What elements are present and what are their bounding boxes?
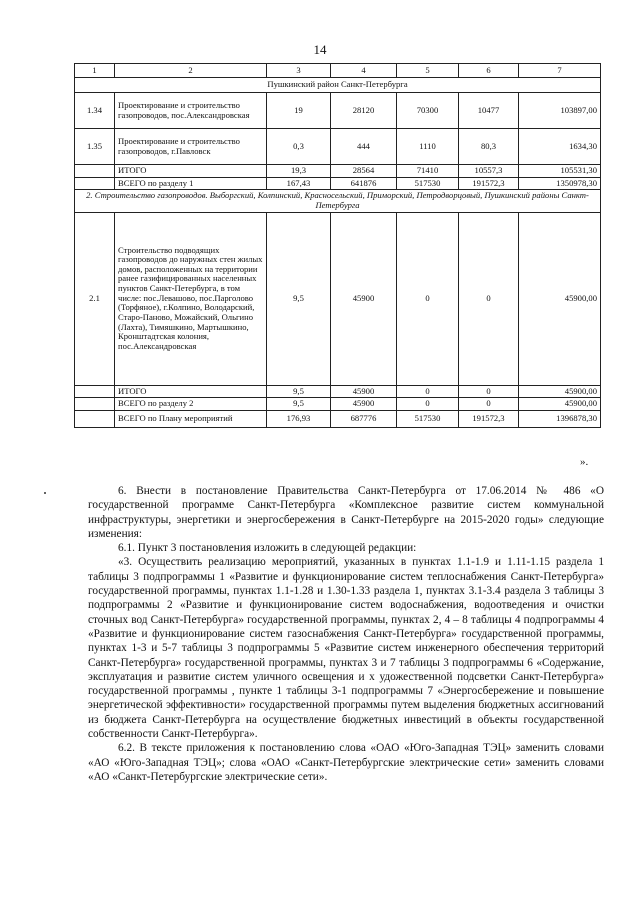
cell-value: 167,43 [267, 177, 331, 190]
cell-value: 687776 [331, 410, 397, 427]
col-number: 2 [115, 64, 267, 78]
section-pushkin-title: Пушкинский район Санкт-Петербурга [75, 78, 601, 93]
body-text [88, 484, 604, 784]
row-name: Проектирование и строительство газопроводов, г.Павловск [115, 129, 267, 165]
cell-value: 1396878,30 [519, 410, 601, 427]
vsego-label: ВСЕГО по разделу 2 [115, 398, 267, 411]
row-name: Проектирование и строительство газопроводов, пос.Александровская [115, 93, 267, 129]
cell-value: 10557,3 [459, 165, 519, 178]
cell-value: 176,93 [267, 410, 331, 427]
cell-value: 45900 [331, 212, 397, 385]
table-row [75, 93, 601, 129]
col-number: 6 [459, 64, 519, 78]
cell-value: 19 [267, 93, 331, 129]
measures-table [74, 63, 601, 428]
cell-value: 19,3 [267, 165, 331, 178]
cell-value: 191572,3 [459, 177, 519, 190]
col-number: 3 [267, 64, 331, 78]
paragraph-6-2: 6.2. В тексте приложения к постановлению слова «ОАО «Юго-Западная ТЭЦ» заменить словами «АО «Юго-Западная ТЭЦ»; слова «ОАО «Санкт-Петербургские электрические сети» заменить словами «АО «Санкт-Петербургские электрические сети». [88, 742, 604, 783]
cell-value: 641876 [331, 177, 397, 190]
row-name: Строительство подводящих газопроводов до наружных стен жилых домов, расположенных на территории ранее газифицированных населенных пунктов Санкт-Петербурга, в том числе: пос.Левашово, пос.Парголово (Торфяное), г.Колпино, Володарский, Старо-Паново, Можайский, Ольгино (Лахта), Тимяшкино, Мартышкино, Кронштадтская колония, пос.Александровская [115, 212, 267, 385]
cell-value: 45900,00 [519, 398, 601, 411]
row-number: 1.35 [75, 129, 115, 165]
vsego-plan-label: ВСЕГО по Плану мероприятий [115, 410, 267, 427]
cell-value: 80,3 [459, 129, 519, 165]
vsego-section1-row [75, 177, 601, 190]
cell-value: 9,5 [267, 398, 331, 411]
cell-value: 517530 [397, 177, 459, 190]
itogo-label: ИТОГО [115, 165, 267, 178]
cell-value: 0 [459, 212, 519, 385]
col-number: 5 [397, 64, 459, 78]
col-number: 4 [331, 64, 397, 78]
col-number: 7 [519, 64, 601, 78]
section-2-title: 2. Строительство газопроводов. Выборгский, Колпинский, Красносельский, Приморский, Петродворцовый, Пушкинский районы Санкт-Петербурга [75, 190, 601, 212]
closing-quote-mark: ». [580, 456, 589, 468]
cell-value: 444 [331, 129, 397, 165]
cell-value: 45900 [331, 398, 397, 411]
vsego-label: ВСЕГО по разделу 1 [115, 177, 267, 190]
row-number: 2.1 [75, 212, 115, 385]
cell-value: 1634,30 [519, 129, 601, 165]
paragraph-6-1: 6.1. Пункт 3 постановления изложить в следующей редакции: [118, 542, 417, 555]
section-header-row [75, 78, 601, 93]
itogo-row [75, 385, 601, 398]
cell-value: 103897,00 [519, 93, 601, 129]
cell-value: 28120 [331, 93, 397, 129]
vsego-section2-row [75, 398, 601, 411]
section-header-row [75, 190, 601, 212]
col-number: 1 [75, 64, 115, 78]
cell-value: 517530 [397, 410, 459, 427]
itogo-row [75, 165, 601, 178]
cell-value: 28564 [331, 165, 397, 178]
cell-value: 0 [397, 398, 459, 411]
cell-value: 9,5 [267, 385, 331, 398]
itogo-label: ИТОГО [115, 385, 267, 398]
cell-value: 1350978,30 [519, 177, 601, 190]
cell-value: 45900,00 [519, 212, 601, 385]
cell-value: 45900,00 [519, 385, 601, 398]
cell-value: 191572,3 [459, 410, 519, 427]
cell-value: 70300 [397, 93, 459, 129]
column-number-row [75, 64, 601, 78]
table-row [75, 129, 601, 165]
paragraph-6: 6. Внести в постановление Правительства Санкт-Петербурга от 17.06.2014 № 486 «О государственной программе Санкт-Петербурга «Комплексное развитие систем коммунальной инфраструктуры, энергетики и энергосбережения в Санкт-Петербурге на 2015-2020 годы» следующие изменения: [88, 485, 604, 540]
vsego-plan-row [75, 410, 601, 427]
page-number: 14 [313, 42, 327, 57]
cell-value: 0 [459, 398, 519, 411]
cell-value: 71410 [397, 165, 459, 178]
cell-value: 9,5 [267, 212, 331, 385]
cell-value: 10477 [459, 93, 519, 129]
scan-dot [44, 492, 46, 494]
paragraph-clause-3: «3. Осуществить реализацию мероприятий, указанных в пунктах 1.1-1.9 и 1.11-1.15 раздела 1 таблицы 3 подпрограммы 1 «Развитие и функционирование систем теплоснабжения Санкт-Петербурга» государственной программы, пунктах 1.1-1.28 и 1.30-1.33 раздела 1, пунктах 3.1-3.4 раздела 3 таблицы 3 подпрограммы 2 «Развитие и функционирование систем водоснабжения, водоотведения и очистки сточных вод Санкт-Петербурга» государственной программы, пунктах 2, 4 – 8 таблицы 4 подпрограммы 4 «Развитие и функционирование систем газоснабжения Санкт-Петербурга» государственной программы, пунктах 1-3 и 5-7 таблицы 3 подпрограммы 5 «Развитие систем инженерного обеспечения территорий Санкт-Петербурга» государственной программы, пунктах 3 и 7 таблицы 3 подпрограммы 6 «Содержание, эксплуатация и развитие систем уличного освещения и х удожественной подсветки Санкт-Петербурга» государственной программы , пункте 1 таблицы 3-1 подпрограммы 7 «Энергосбережение и повышение энергетической эффективности» государственной программы путем выделения бюджетных ассигнований из бюджета Санкт-Петербурга на осуществление бюджетных инвестиций в объекты государственной собственности Санкт-Петербурга». [88, 556, 604, 741]
cell-value: 105531,30 [519, 165, 601, 178]
row-number: 1.34 [75, 93, 115, 129]
cell-value: 45900 [331, 385, 397, 398]
table-row [75, 212, 601, 385]
cell-value: 1110 [397, 129, 459, 165]
cell-value: 0 [459, 385, 519, 398]
cell-value: 0 [397, 385, 459, 398]
cell-value: 0 [397, 212, 459, 385]
cell-value: 0,3 [267, 129, 331, 165]
